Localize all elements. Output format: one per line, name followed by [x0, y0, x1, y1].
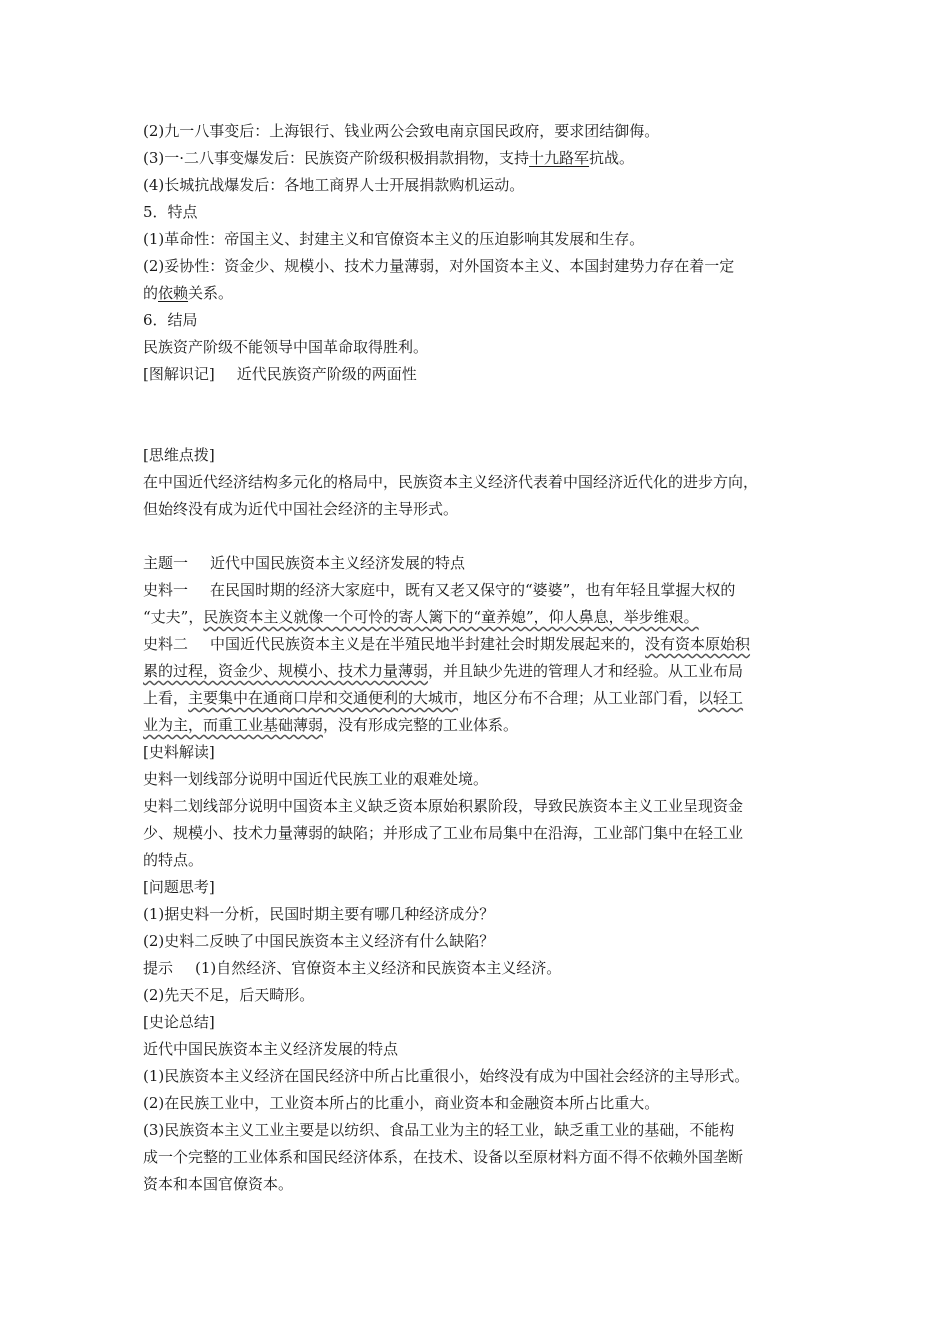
source2-line3	[143, 685, 815, 712]
source1-label: 史料一	[143, 581, 189, 599]
question-2: (2)史料二反映了中国民族资本主义经济有什么缺陷？	[143, 932, 495, 950]
source2-underlined-1: 没有资本原始积	[645, 635, 751, 653]
diagram-label: [图解识记]	[143, 365, 215, 383]
document-page	[143, 118, 815, 1198]
source2-underlined-2: 累的过程，资金少、规模小、技术力量薄弱	[143, 662, 429, 680]
source2-text1-pre: 中国近代民族资本主义是在半殖民地半封建社会时期发展起来的，	[210, 635, 646, 653]
summary-point-2: (2)在民族工业中，工业资本所占的比重小，商业资本和金融资本所占比重大。	[143, 1094, 660, 1112]
source1-line1	[143, 577, 815, 604]
diagram-caption	[143, 361, 815, 388]
source2-text2-post: ，并且缺少先进的管理人才和经验。从工业布局	[428, 662, 744, 680]
underlined-term-nineteenth-route-army: 十九路军	[529, 149, 590, 167]
source1-text1: 在民国时期的经济大家庭中，既有又老又保守的“婆婆”，也有年轻且掌握大权的	[210, 581, 736, 599]
topic1-label: 主题一	[143, 554, 189, 572]
interpretation-heading: [史料解读]	[143, 743, 215, 761]
diagram-placeholder	[143, 388, 815, 442]
interpretation-line2: 史料二划线部分说明中国资本主义缺乏资本原始积累阶段，导致民族资本主义工业呈现资金	[143, 797, 744, 815]
thinking-line2: 但始终没有成为近代中国社会经济的主导形式。	[143, 500, 459, 518]
thinking-line1: 在中国近代经济结构多元化的格局中，民族资本主义经济代表着中国经济近代化的进步方向，	[143, 473, 759, 491]
source2-text4-post: ，没有形成完整的工业体系。	[323, 716, 519, 734]
source2-underlined-4: 以轻工	[698, 689, 744, 707]
source1-underlined: 民族资本主义就像一个可怜的寄人篱下的“童养媳”，仰人鼻息，举步维艰。	[203, 608, 699, 626]
source2-underlined-3: 主要集中在通商口岸和交通便利的大城市	[188, 689, 459, 707]
section4-item3-pre: (3)一·二八事变爆发后：民族资产阶级积极捐款捐物，支持	[143, 149, 530, 167]
underlined-term-dependence: 依赖	[158, 284, 189, 302]
source2-line2	[143, 658, 815, 685]
section5-item2-pre: 的	[143, 284, 159, 302]
answer-1	[143, 955, 815, 982]
section5-heading: 5．特点	[143, 203, 198, 221]
topic1-title: 近代中国民族资本主义经济发展的特点	[210, 554, 466, 572]
source1-text2-pre: “丈夫”，	[143, 608, 204, 626]
summary-point-3-line3: 资本和本国官僚资本。	[143, 1175, 294, 1193]
section5-item2-post: 关系。	[188, 284, 234, 302]
source2-line1	[143, 631, 815, 658]
diagram-title: 近代民族资产阶级的两面性	[236, 365, 417, 383]
interpretation-line3: 少、规模小、技术力量薄弱的缺陷；并形成了工业布局集中在沿海，工业部门集中在轻工业	[143, 824, 744, 842]
section5-item2-line1: (2)妥协性：资金少、规模小、技术力量薄弱，对外国资本主义、本国封建势力存在着一定	[143, 257, 735, 275]
question-1: (1)据史料一分析，民国时期主要有哪几种经济成分？	[143, 905, 495, 923]
source2-text3-pre: 上看，	[143, 689, 189, 707]
summary-heading: [史论总结]	[143, 1013, 215, 1031]
section4-item3-post: 抗战。	[589, 149, 635, 167]
answer-2: (2)先天不足，后天畸形。	[143, 986, 315, 1004]
interpretation-line4: 的特点。	[143, 851, 204, 869]
section5-item1: (1)革命性：帝国主义、封建主义和官僚资本主义的压迫影响其发展和生存。	[143, 230, 645, 248]
thinking-heading: [思维点拨]	[143, 446, 215, 464]
section6-heading: 6．结局	[143, 311, 198, 329]
source2-line4	[143, 712, 815, 739]
summary-point-3-line2: 成一个完整的工业体系和国民经济体系，在技术、设备以至原材料方面不得不依赖外国垄断	[143, 1148, 744, 1166]
summary-point-3-line1: (3)民族资本主义工业主要是以纺织、食品工业为主的轻工业，缺乏重工业的基础，不能构	[143, 1121, 735, 1139]
questions-heading: [问题思考]	[143, 878, 215, 896]
section5-item2-line2	[143, 280, 815, 307]
source2-label: 史料二	[143, 635, 189, 653]
summary-title: 近代中国民族资本主义经济发展的特点	[143, 1040, 399, 1058]
answer-1-text: (1)自然经济、官僚资本主义经济和民族资本主义经济。	[195, 959, 562, 977]
source2-text3-mid: ，地区分布不合理；从工业部门看，	[458, 689, 699, 707]
hint-label: 提示	[143, 959, 174, 977]
section4-item3	[143, 145, 815, 172]
section4-item2: (2)九一八事变后：上海银行、钱业两公会致电南京国民政府，要求团结御侮。	[143, 122, 660, 140]
topic1-heading	[143, 550, 815, 577]
section4-item4: (4)长城抗战爆发后：各地工商界人士开展捐款购机运动。	[143, 176, 525, 194]
source2-underlined-5: 业为主，而重工业基础薄弱	[143, 716, 324, 734]
interpretation-line1: 史料一划线部分说明中国近代民族工业的艰难处境。	[143, 770, 489, 788]
source1-line2	[143, 604, 815, 631]
summary-point-1: (1)民族资本主义经济在国民经济中所占比重很小，始终没有成为中国社会经济的主导形式。	[143, 1067, 750, 1085]
section6-text: 民族资产阶级不能领导中国革命取得胜利。	[143, 338, 429, 356]
